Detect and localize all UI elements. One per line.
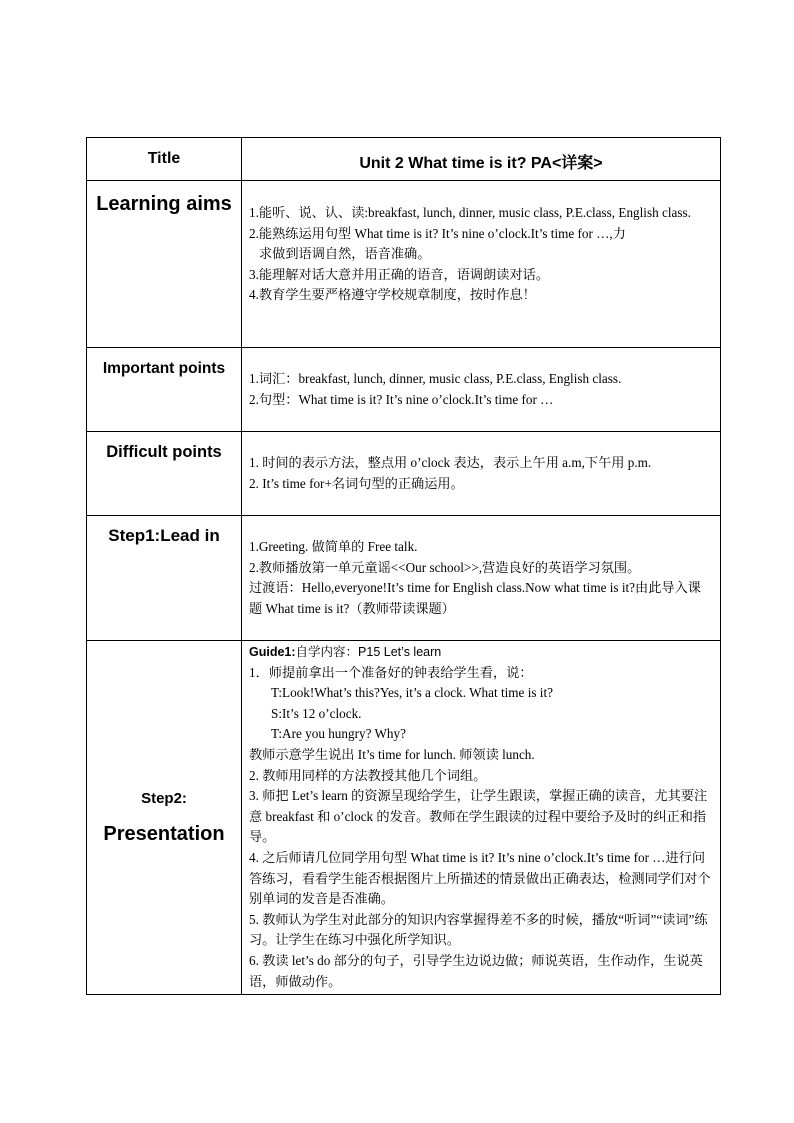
step2-label-cell	[87, 641, 242, 995]
learning-aims-content-cell	[242, 181, 721, 348]
difficult-points-label: Difficult points	[106, 443, 222, 461]
step1-label-cell	[87, 516, 242, 641]
step2-line-8: 4. 之后师请几位同学用句型 What time is it? It’s nine o’clock.It’s time for …进行问答练习，看看学生能否根据图片上所描述的情景做出正确表达，检测同学们对个别单词的发音是否准确。	[249, 849, 711, 907]
learning-aims-label: Learning aims	[96, 193, 232, 215]
step2-row	[87, 641, 721, 995]
guide-text: 自学内容：P15 Let’s learn	[295, 645, 442, 659]
step2-line-10: 6. 教读 let’s do 部分的句子，引导学生边说边做；师说英语，生作动作，生说英语，师做动作。	[249, 952, 703, 989]
step1-row	[87, 516, 721, 641]
step2-line-9: 5. 教师认为学生对此部分的知识内容掌握得差不多的时候，播放“听词”“读词”练习。让学生在练习中强化所学知识。	[249, 911, 708, 948]
aims-line-3: 求做到语调自然，语音准确。	[259, 246, 431, 262]
step2-label-bottom: Presentation	[103, 822, 225, 845]
title-label-cell	[87, 138, 242, 181]
important-line-1: 1.词汇：breakfast, lunch, dinner, music class, P.E.class, English class.	[249, 371, 622, 386]
learning-aims-label-cell	[87, 181, 242, 348]
step2-line-1: 1．师提前拿出一个准备好的钟表给学生看，说：	[249, 664, 533, 680]
difficult-points-label-cell	[87, 432, 242, 516]
title-label: Title	[147, 150, 181, 167]
step2-line-5: 教师示意学生说出 It’s time for lunch. 师领读 lunch.	[249, 746, 535, 762]
aims-line-4: 3.能理解对话大意并用正确的语音，语调朗读对话。	[249, 266, 550, 282]
difficult-line-2: 2. It’s time for+名词句型的正确运用。	[249, 475, 464, 491]
lesson-plan-table	[86, 137, 721, 995]
difficult-line-1: 1. 时间的表示方法，整点用 o’clock 表达，表示上午用 a.m,下午用 p.m.	[249, 455, 652, 470]
step1-content-cell	[242, 516, 721, 641]
guide-title: Guide1:	[249, 645, 296, 659]
important-points-content-cell	[242, 348, 721, 432]
important-points-label: Important points	[102, 360, 226, 377]
guide-line	[249, 642, 714, 663]
title-value: Unit 2 What time is it? PA<详案>	[359, 155, 603, 172]
step2-label-top: Step2:	[141, 789, 187, 807]
aims-line-1: 1.能听、说、认、读:breakfast, lunch, dinner, music class, P.E.class, English class.	[249, 205, 691, 220]
step2-line-2: T:Look!What’s this?Yes, it’s a clock. What time is it?	[271, 685, 553, 701]
title-row	[87, 138, 721, 181]
step1-line-2: 2.教师播放第一单元童谣<<Our school>>,营造良好的英语学习氛围。	[249, 559, 641, 575]
aims-line-5: 4.教育学生要严格遵守学校规章制度，按时作息！	[249, 287, 536, 303]
step2-line-3: S:It’s 12 o’clock.	[271, 705, 362, 721]
step2-line-7: 3. 师把 Let’s learn 的资源呈现给学生，让学生跟读，掌握正确的读音，尤其要注意 breakfast 和 o’clock 的发音。教师在学生跟读的过程中要给予及时的纠正和指导。	[249, 788, 708, 845]
step1-line-3: 过渡语：Hello,everyone!It’s time for English class.Now what time is it?由此导入课题 What time is it?（教师带读课题）	[249, 580, 701, 616]
important-points-label-cell	[87, 348, 242, 432]
difficult-points-row	[87, 432, 721, 516]
title-value-cell	[242, 138, 721, 181]
step1-label: Step1:Lead in	[108, 526, 220, 545]
step1-line-1: 1.Greeting. 做简单的 Free talk.	[249, 539, 418, 554]
step2-content-cell	[242, 641, 721, 995]
aims-line-2: 2.能熟练运用句型 What time is it? It’s nine o’clock.It’s time for …,力	[249, 225, 626, 241]
difficult-points-content-cell	[242, 432, 721, 516]
step2-line-6: 2. 教师用同样的方法教授其他几个词组。	[249, 767, 487, 783]
step2-line-4: T:Are you hungry? Why?	[271, 726, 406, 742]
important-line-2: 2.句型：What time is it? It’s nine o’clock.It’s time for …	[249, 391, 554, 407]
important-points-row	[87, 348, 721, 432]
learning-aims-row	[87, 181, 721, 348]
